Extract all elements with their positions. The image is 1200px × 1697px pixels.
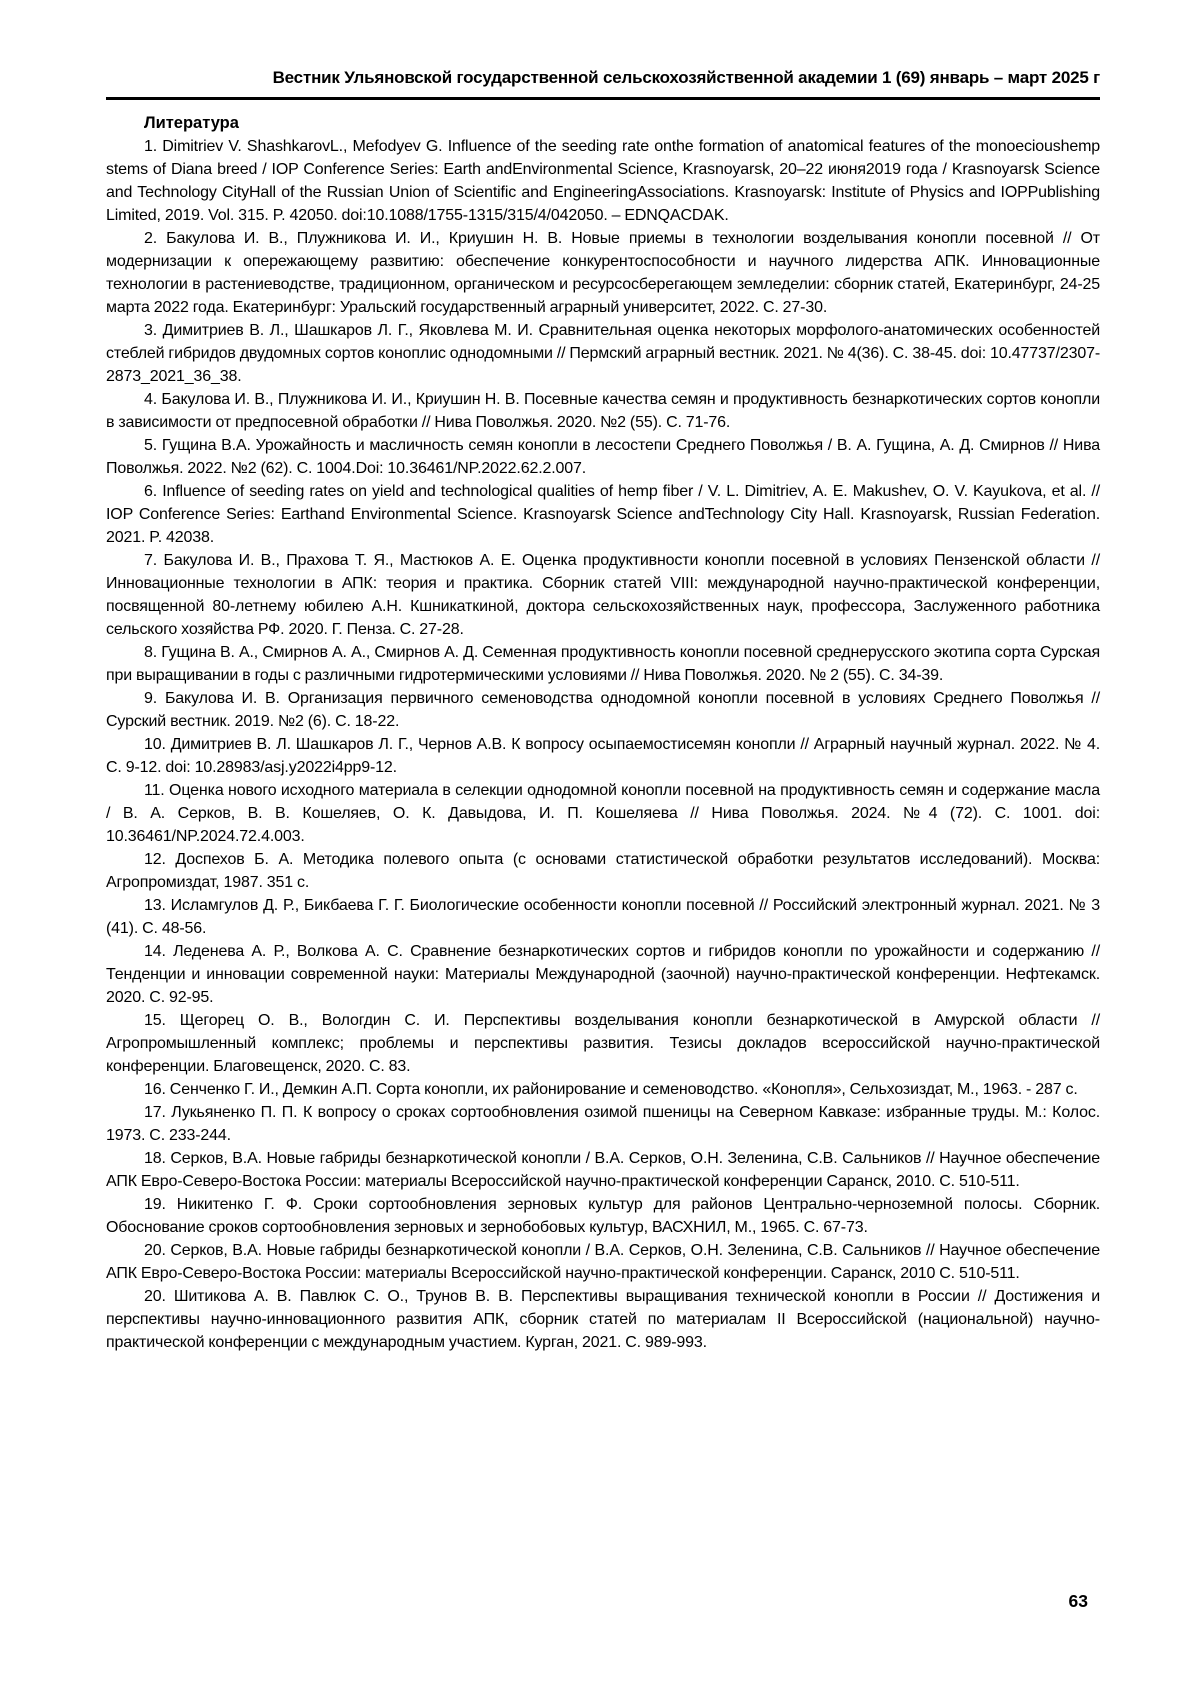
references-section [106, 112, 1100, 1354]
header-rule [106, 97, 1100, 100]
reference-item: 3. Димитриев В. Л., Шашкаров Л. Г., Яковлева М. И. Сравнительная оценка некоторых морфолого-анатомических особенностей стеблей гибридов двудомных сортов коноплис однодомными // Пермский аграрный вестник. 2021. № 4(36). С. 38-45. doi: 10.47737/2307-2873_2021_36_38. [106, 322, 1100, 385]
page-header [106, 0, 1100, 100]
reference-item: 19. Никитенко Г. Ф. Сроки сортообновления зерновых культур для районов Центрально-черноземной полосы. Сборник. Обоснование сроков сортообновления зерновых и зернобобовых культур, ВАСХНИЛ, М., 1965. С. 67-73. [106, 1196, 1100, 1236]
reference-list [106, 135, 1100, 1354]
page-number: 63 [1068, 1591, 1088, 1611]
reference-item: 9. Бакулова И. В. Организация первичного семеноводства однодомной конопли посевной в условиях Среднего Поволжья // Сурский вестник. 2019. №2 (6). С. 18-22. [106, 690, 1100, 730]
reference-item: 16. Сенченко Г. И., Демкин А.П. Сорта конопли, их районирование и семеноводство. «Конопля», Сельхозиздат, М., 1963. - 287 с. [144, 1081, 1078, 1098]
reference-item: 4. Бакулова И. В., Плужникова И. И., Криушин Н. В. Посевные качества семян и продуктивность безнаркотических сортов конопли в зависимости от предпосевной обработки // Нива Поволжья. 2020. №2 (55). С. 71-76. [106, 391, 1100, 431]
reference-item: 7. Бакулова И. В., Прахова Т. Я., Мастюков А. Е. Оценка продуктивности конопли посевной в условиях Пензенской области // Инновационные технологии в АПК: теория и практика. Сборник статей VIII: международной научно-практической конференции, посвященной 80-летнему юбилею А.Н. Кшникаткиной, доктора сельскохозяйственных наук, профессора, Заслуженного работника сельского хозяйства РФ. 2020. Г. Пенза. С. 27-28. [106, 552, 1100, 638]
reference-item: 8. Гущина В. А., Смирнов А. А., Смирнов А. Д. Семенная продуктивность конопли посевной среднерусского экотипа сорта Сурская при выращивании в годы с различными гидротермическими условиями // Нива Поволжья. 2020. № 2 (55). С. 34-39. [106, 644, 1100, 684]
reference-item: 20. Серков, В.А. Новые габриды безнаркотической конопли / В.А. Серков, О.Н. Зеленина, С.В. Сальников // Научное обеспечение АПК Евро-Северо-Востока России: материалы Всероссийской научно-практической конференции. Саранск, 2010 С. 510-511. [106, 1242, 1100, 1282]
page-content [106, 0, 1100, 1354]
reference-item: 18. Серков, В.А. Новые габриды безнаркотической конопли / В.А. Серков, О.Н. Зеленина, С.В. Сальников // Научное обеспечение АПК Евро-Северо-Востока России: материалы Всероссийской научно-практической конференции Саранск, 2010. С. 510-511. [106, 1150, 1100, 1190]
reference-item: 12. Доспехов Б. А. Методика полевого опыта (с основами статистической обработки результатов исследований). Москва: Агропромиздат, 1987. 351 с. [106, 851, 1100, 891]
reference-item: 2. Бакулова И. В., Плужникова И. И., Криушин Н. В. Новые приемы в технологии возделывания конопли посевной // От модернизации к опережающему развитию: обеспечение конкурентоспособности и научного лидерства АПК. Инновационные технологии в растениеводстве, традиционном, органическом и ресурсосберегающем земледелии: сборник статей, Екатеринбург, 24-25 марта 2022 года. Екатеринбург: Уральский государственный аграрный университет, 2022. С. 27-30. [106, 230, 1100, 316]
reference-item: 15. Щегорец О. В., Вологдин С. И. Перспективы возделывания конопли безнаркотической в Амурской области // Агропромышленный комплекс; проблемы и перспективы развития. Тезисы докладов всероссийской научно-практической конференции. Благовещенск, 2020. С. 83. [106, 1012, 1100, 1075]
reference-item: 17. Лукьяненко П. П. К вопросу о сроках сортообновления озимой пшеницы на Северном Кавказе: избранные труды. М.: Колос. 1973. С. 233-244. [106, 1104, 1100, 1144]
reference-item: 14. Леденева А. Р., Волкова А. С. Сравнение безнаркотических сортов и гибридов конопли по урожайности и содержанию // Тенденции и инновации современной науки: Материалы Международной (заочной) научно-практической конференции. Нефтекамск. 2020. С. 92-95. [106, 943, 1100, 1006]
reference-item: 5. Гущина В.А. Урожайность и масличность семян конопли в лесостепи Среднего Поволжья / В. А. Гущина, А. Д. Смирнов // Нива Поволжья. 2022. №2 (62). С. 1004.Doi: 10.36461/NP.2022.62.2.007. [106, 437, 1100, 477]
reference-item: 6. Influence of seeding rates on yield and technological qualities of hemp fiber / V. L. Dimitriev, A. E. Makushev, O. V. Kayukova, et al. // IOP Conference Series: Earthand Environmental Science. Krasnoyarsk Science andTechnology City Hall. Krasnoyarsk, Russian Federation. 2021. P. 42038. [106, 483, 1100, 546]
reference-item: 13. Исламгулов Д. Р., Бикбаева Г. Г. Биологические особенности конопли посевной // Российский электронный журнал. 2021. № 3 (41). С. 48-56. [106, 897, 1100, 937]
reference-item: 20. Шитикова А. В. Павлюк С. О., Трунов В. В. Перспективы выращивания технической конопли в России // Достижения и перспективы научно-инновационного развития АПК, сборник статей по материалам II Всероссийской (национальной) научно-практической конференции с международным участием. Курган, 2021. С. 989-993. [106, 1288, 1100, 1351]
journal-title: Вестник Ульяновской государственной сельскохозяйственной академии 1 (69) январь – март 2025 г [272, 68, 1100, 87]
reference-item: 10. Димитриев В. Л. Шашкаров Л. Г., Чернов А.В. К вопросу осыпаемостисемян конопли // Аграрный научный журнал. 2022. № 4. С. 9-12. doi: 10.28983/asj.y2022i4pp9-12. [106, 736, 1100, 776]
reference-item: 11. Оценка нового исходного материала в селекции однодомной конопли посевной на продуктивность семян и содержание масла / В. А. Серков, В. В. Кошеляев, О. К. Давыдова, И. П. Кошеляева // Нива Поволжья. 2024. №4 (72). С. 1001. doi: 10.36461/NP.2024.72.4.003. [106, 782, 1100, 845]
reference-item: 1. Dimitriev V. ShashkarovL., Mefodyev G. Influence of the seeding rate onthe formation of anatomical features of the monoecioushemp stems of Diana breed / IOP Conference Series: Earth andEnvironmental Science, Krasnoyarsk, 20–22 июня2019 года / Krasnoyarsk Science and Technology CityHall of the Russian Union of Scientific and EngineeringAssociations. Krasnoyarsk: Institute of Physics and IOPPublishing Limited, 2019. Vol. 315. P. 42050. doi:10.1088/1755-1315/315/4/042050. – EDNQACDAK. [106, 138, 1100, 224]
section-heading: Литература [144, 114, 239, 132]
